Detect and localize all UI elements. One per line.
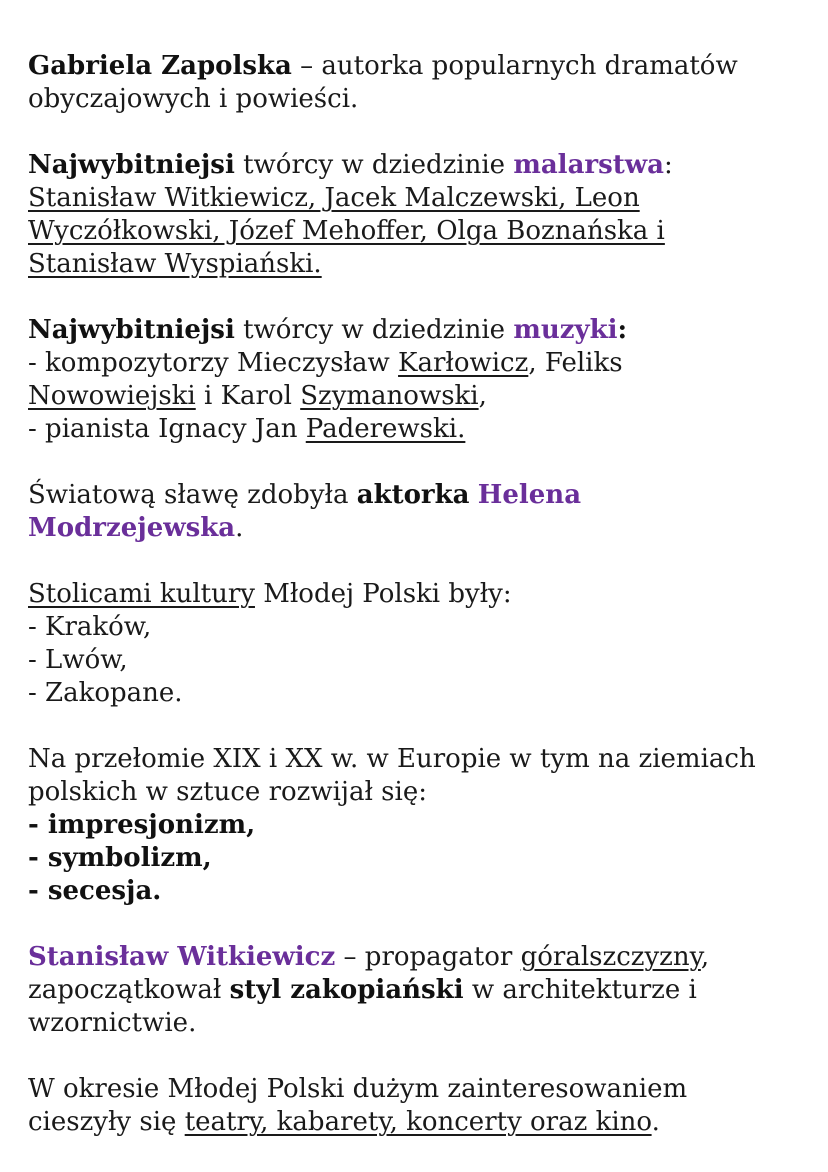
list-item: - Kraków, [28, 612, 152, 642]
list-item: - Zakopane. [28, 678, 183, 708]
paragraph-capitals: Stolicami kultury Młodej Polski były: - Kraków, - Lwów, - Zakopane. [28, 578, 808, 710]
document-page [28, 50, 808, 1172]
term-painting: malarstwa [513, 150, 664, 180]
name-zapolska: Gabriela Zapolska [28, 51, 292, 81]
list-item: - secesja. [28, 876, 162, 906]
paragraph-entertainment: W okresie Młodej Polski dużym zainteresowaniem cieszyły się teatry, kabarety, koncerty oraz kino. [28, 1074, 688, 1137]
paragraph-zapolska: Gabriela Zapolska – autorka popularnych dramatów obyczajowych i powieści. [28, 51, 738, 114]
term-music: muzyki [513, 315, 618, 345]
paragraph-painting: Najwybitniejsi twórcy w dziedzinie malarstwa: Stanisław Witkiewicz, Jacek Malczewski, Leon Wyczółkowski, Józef Mehoffer, Olga Boznańska i Stanisław Wyspiański. [28, 150, 673, 279]
paragraph-music: Najwybitniejsi twórcy w dziedzinie muzyki: - kompozytorzy Mieczysław Karłowicz, Feliks Nowowiejski i Karol Szymanowski, - pianista Ignacy Jan Paderewski. [28, 315, 628, 444]
paragraph-witkiewicz: Stanisław Witkiewicz – propagator góralszczyzny, zapoczątkował styl zakopiański w architekturze i wzornictwie. [28, 942, 710, 1038]
list-item: - Lwów, [28, 645, 128, 675]
paragraph-styles: Na przełomie XIX i XX w. w Europie w tym na ziemiach polskich w sztuce rozwijał się: - impresjonizm, - symbolizm, - secesja. [28, 743, 808, 908]
list-item: - impresjonizm, [28, 810, 256, 840]
list-item: - symbolizm, [28, 843, 212, 873]
paragraph-actress: Światową sławę zdobyła aktorka Helena Modrzejewska. [28, 480, 582, 543]
